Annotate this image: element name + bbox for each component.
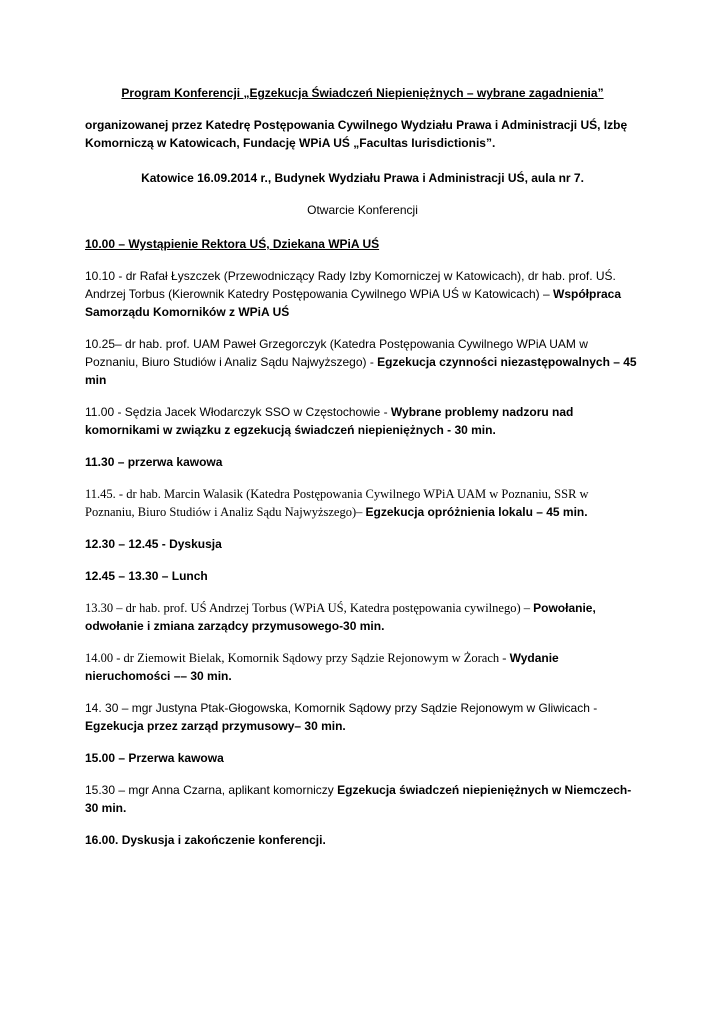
agenda-item-bold: 16.00. Dyskusja i zakończenie konferencji. [85, 833, 326, 847]
agenda-item-speakers: 10.10 - dr Rafał Łyszczek (Przewodniczący Rady Izby Komorniczej w Katowicach), dr hab. prof. UŚ. Andrzej Torbus (Kierownik Katedry Postępowania Cywilnego WPiA UŚ w Katowicach) – [85, 269, 616, 301]
agenda-item-speakers: 14. 30 – mgr Justyna Ptak-Głogowska, Komornik Sądowy przy Sądzie Rejonowym w Gliwicach - [85, 701, 598, 715]
agenda-item-bold: 10.00 – Wystąpienie Rektora UŚ, Dziekana WPiA UŚ [85, 237, 380, 251]
agenda-item-speakers: 11.00 - Sędzia Jacek Włodarczyk SSO w Częstochowie - [85, 405, 391, 419]
agenda-item-1330 [85, 599, 640, 635]
agenda-item-1025 [85, 335, 640, 389]
agenda-item-1530 [85, 781, 640, 817]
agenda-item-bold: 11.30 – przerwa kawowa [85, 455, 223, 469]
agenda-item-1000 [85, 235, 640, 253]
agenda-item-speakers: 10.25– dr hab. prof. UAM Paweł Grzegorczyk (Katedra Postępowania Cywilnego WPiA UAM w Poznaniu, Biuro Studiów i Analiz Sądu Najwyższego) - [85, 337, 588, 369]
agenda-item-1400 [85, 649, 640, 685]
agenda-item-topic: Powołanie, odwołanie i zmiana zarządcy przymusowego-30 min. [85, 601, 596, 633]
organizers-paragraph [85, 116, 640, 152]
agenda-item-1430 [85, 699, 640, 735]
agenda-item-1230 [85, 535, 640, 553]
document-body [85, 84, 640, 863]
agenda-item-1500 [85, 749, 640, 767]
agenda-item-1010 [85, 267, 640, 321]
venue-line [85, 169, 640, 187]
agenda-item-bold: 15.00 – Przerwa kawowa [85, 751, 224, 765]
agenda-item-topic: Wybrane problemy nadzoru nad komornikami w związku z egzekucją świadczeń niepieniężnych - 30 min. [85, 405, 574, 437]
agenda-item-speakers: 13.30 – dr hab. prof. UŚ Andrzej Torbus (WPiA UŚ, Katedra postępowania cywilnego) – [85, 601, 534, 615]
agenda-item-speakers: 14.00 - dr Ziemowit Bielak, Komornik Sądowy przy Sądzie Rejonowym w Żorach - [85, 651, 510, 665]
agenda-item-1100 [85, 403, 640, 439]
agenda-item-bold: 12.45 – 13.30 – Lunch [85, 569, 208, 583]
agenda-item-topic: Wydanie nieruchomości –– 30 min. [85, 651, 559, 683]
agenda-item-1145 [85, 485, 640, 521]
page-title [85, 84, 640, 102]
agenda-item-topic: Egzekucja przez zarząd przymusowy– 30 min. [85, 719, 346, 733]
title-text: Program Konferencji „Egzekucja Świadczeń Niepieniężnych – wybrane zagadnienia” [121, 86, 604, 100]
agenda-item-speakers: 11.45. - dr hab. Marcin Walasik (Katedra Postępowania Cywilnego WPiA UAM w Poznaniu, SSR w Poznaniu, Biuro Studiów i Analiz Sądu Najwyższego)– [85, 487, 589, 519]
organizers-text: organizowanej przez Katedrę Postępowania Cywilnego Wydziału Prawa i Administracji UŚ, Izbę Komorniczą w Katowicach, Fundację WPiA UŚ „Facultas Iurisdictionis”. [85, 118, 628, 150]
opening-line: Otwarcie Konferencji [307, 203, 418, 217]
agenda-item-bold: 12.30 – 12.45 - Dyskusja [85, 537, 222, 551]
agenda-item-1130 [85, 453, 640, 471]
agenda-item-topic: Egzekucja czynności niezastępowalnych – 45 min [85, 355, 637, 387]
agenda-item-topic: Współpraca Samorządu Komorników z WPiA UŚ [85, 287, 622, 319]
agenda-item-topic: Egzekucja świadczeń niepieniężnych w Niemczech-30 min. [85, 783, 632, 815]
agenda-item-1245 [85, 567, 640, 585]
venue-text: Katowice 16.09.2014 r., Budynek Wydziału Prawa i Administracji UŚ, aula nr 7. [141, 171, 584, 185]
agenda-item-topic: Egzekucja opróżnienia lokalu – 45 min. [365, 505, 588, 519]
agenda-item-1600 [85, 831, 640, 849]
agenda-item-speakers: 15.30 – mgr Anna Czarna, aplikant komorniczy [85, 783, 338, 797]
